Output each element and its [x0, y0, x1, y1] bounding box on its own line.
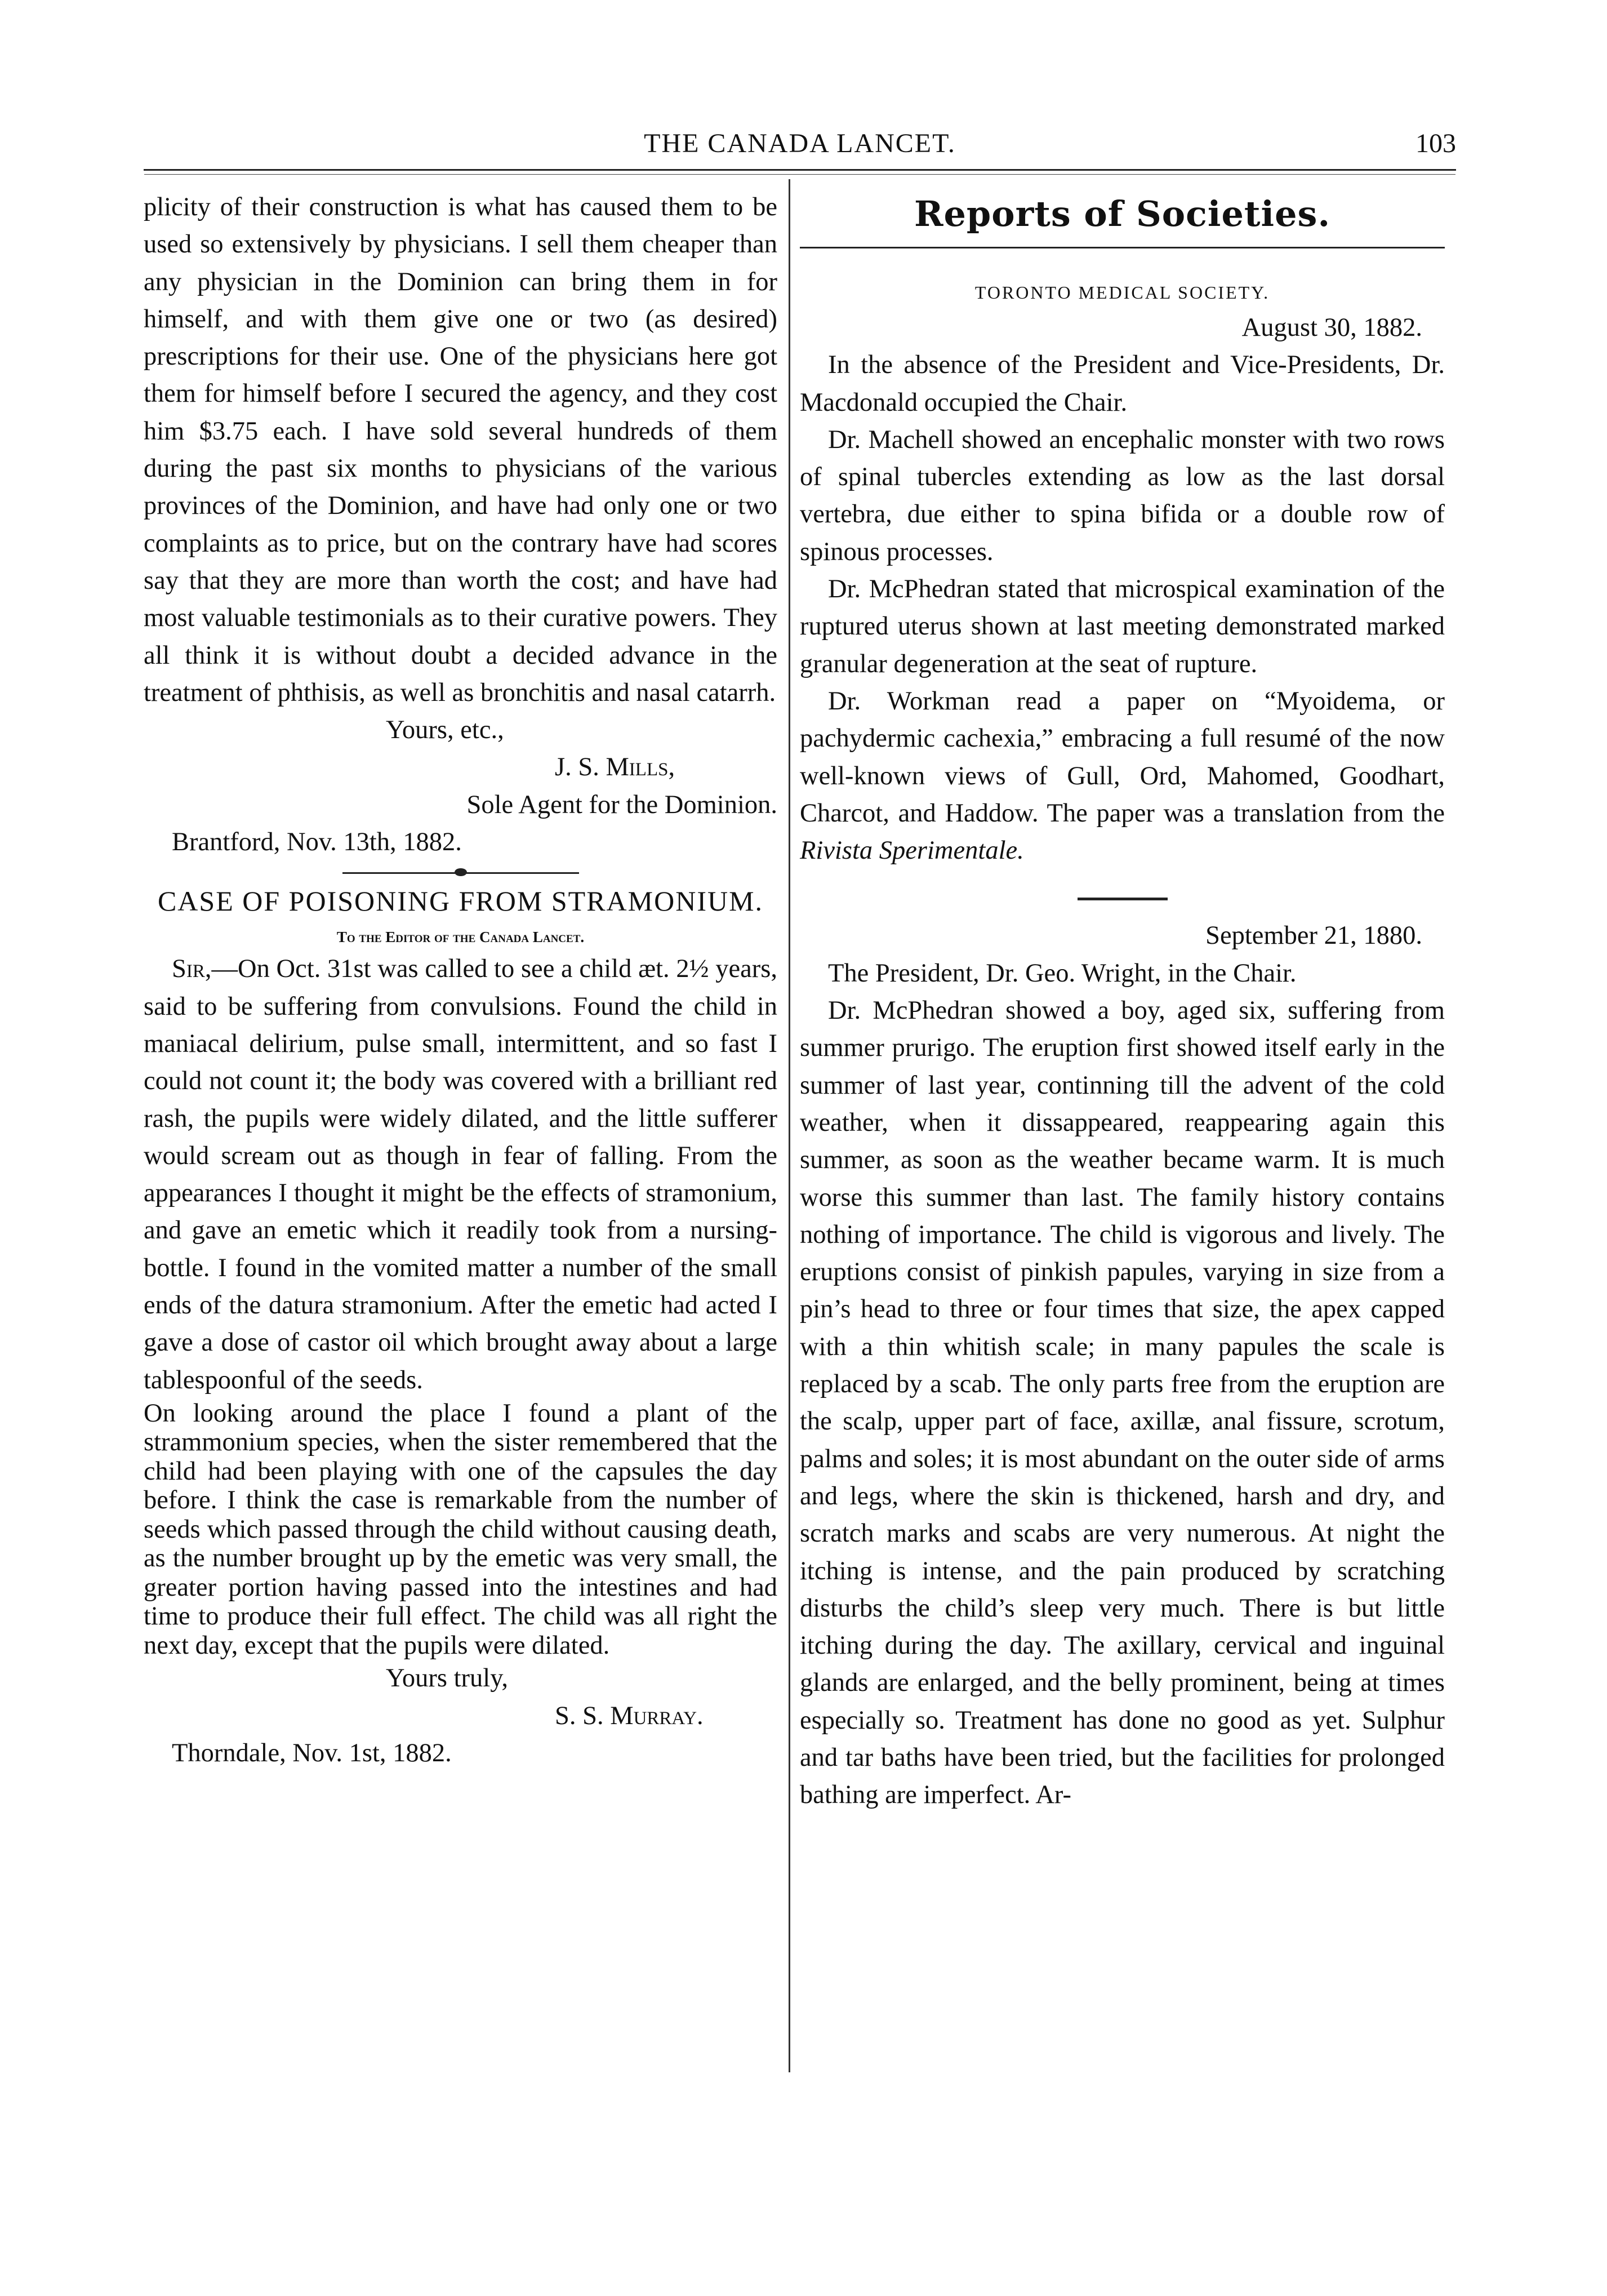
- letter-place-date: Brantford, Nov. 13th, 1882.: [172, 828, 462, 857]
- heading-rule: [800, 247, 1445, 248]
- stramonium-title: CASE OF POISONING FROM STRAMONIUM.: [157, 885, 764, 917]
- meeting2-body: Dr. McPhedran showed a boy, aged six, suffering from summer prurigo. The eruption first showed itself early in the summer of last year, continning till the advent of the cold weather, when it dissappeared, reappearing again this summer, as soon as the weather became warm. It is much worse this summer than last. The family history contains nothing of importance. The child is vigorous and lively. The eruptions consist of pinkish papules, varying in size from a pin’s head to three or four times that size, the apex capped with a thin whitish scale; in many papules the scale is replaced by a scab. The only parts free from the eruption are the scalp, upper part of face, axillæ, anal fissure, scrotum, palms and soles; it is most abundant on the outer side of arms and legs, where the skin is thickened, harsh and dry, and scratch marks and scabs are very numerous. At night the itching is intense, and the pain produced by scratching disturbs the child’s sleep very much. There is but little itching during the day. The axillary, cervical and inguinal glands are enlarged, and the belly prominent, being at times especially so. Treatment has done no good as yet. Sulphur and tar baths have been tried, but the facilities for prolonged bathing are imperfect. Ar-: [800, 996, 1445, 1810]
- letter-signature: J. S. Mills,: [555, 753, 675, 782]
- journal-title: Rivista Sperimentale.: [800, 836, 1024, 865]
- meeting2-date: September 21, 1880.: [1205, 921, 1422, 951]
- stramonium-body-text1: —On Oct. 31st was called to see a child æt. 2½ years, said to be suffering from convulsions. Found the child in maniacal delirium, pulse small, intermittent, and so fast I could not count it; the body was covered with a brilliant red rash, the pupils were widely dilated, and the little sufferer would scream out as though in fear of falling. From the appearances I thought it might be the effects of stramonium, and gave an emetic which it readily took from a nursing-bottle. I found in the vomited matter a number of the small ends of the datura stramonium. After the emetic had acted I gave a dose of castor oil which brought away about a large tablespoonful of the seeds.: [144, 954, 777, 1395]
- society-name: TORONTO MEDICAL SOCIETY.: [974, 282, 1270, 303]
- meeting-separator: [1078, 898, 1168, 900]
- meeting1-paragraph: Dr. Machell showed an encephalic monster with two rows of spinal tubercles extending as low as the last dorsal vertebra, due either to spina bifida or a double row of spinous processes.: [800, 425, 1445, 566]
- right-column: [800, 189, 1445, 1814]
- section-separator: [342, 872, 579, 874]
- reports-heading: Reports of Societies.: [914, 193, 1331, 234]
- page-number: 103: [1415, 128, 1456, 158]
- stramonium-body-part2: On looking around the place I found a plant of the strammonium species, when the sister remembered that the child had been playing with one of the capsules the day before. I think the case is remarkable from the number of seeds which passed through the child without causing death, as the number brought up by the emetic was very small, the greater portion having passed into the intestines and had time to produce their full effect. The child was all right the next day, except that the pupils were dilated.: [144, 1398, 777, 1660]
- meeting1-paragraph: In the absence of the President and Vice-Presidents, Dr. Macdonald occupied the Chair.: [800, 350, 1445, 417]
- meeting1-paragraph: Dr. McPhedran stated that microspical examination of the ruptured uterus shown at last meeting demonstrated marked granular degeneration at the seat of rupture.: [800, 575, 1445, 678]
- meeting2-chair: The President, Dr. Geo. Wright, in the Chair.: [828, 958, 1297, 988]
- stramonium-closing: Yours truly,: [386, 1664, 509, 1693]
- salutation: Sir,: [172, 954, 212, 984]
- workman-text: Dr. Workman read a paper on “Myoidema, or pachydermic cachexia,” embracing a full resumé of the now well-known views of Gull, Ord, Mahomed, Goodhart, Charcot, and Haddow. The paper was a translation from the: [800, 686, 1445, 828]
- letter-continued-body: plicity of their construction is what has caused them to be used so extensively by physicians. I sell them cheaper than any physician in the Dominion can bring them in for himself, and with them give one or two (as desired) prescriptions for their use. One of the physicians here got them for himself before I secured the agency, and they cost him $3.75 each. I have sold several hundreds of them during the past six months to physicians of the various provinces of the Dominion, and have had only one or two complaints as to price, but on the contrary have had scores say that they are more than worth the cost; and have had most valuable testimonials as to their curative powers. They all think it is without doubt a decided advance in the treatment of phthisis, as well as bronchitis and nasal catarrh.: [144, 193, 777, 707]
- stramonium-body-part1: [144, 951, 777, 1399]
- meeting1-workman-paragraph: [800, 683, 1445, 869]
- to-editor-line: To the Editor of the Canada Lancet.: [336, 929, 585, 946]
- left-column: [144, 189, 777, 1772]
- meeting1-date: August 30, 1882.: [1241, 313, 1422, 342]
- running-title: THE CANADA LANCET.: [644, 128, 956, 158]
- stramonium-signature: S. S. Murray.: [555, 1701, 704, 1730]
- letter-signature-title: Sole Agent for the Dominion.: [466, 790, 777, 819]
- header-rule: [144, 169, 1456, 171]
- column-divider: [789, 179, 790, 2072]
- page-header: [144, 121, 1456, 172]
- letter-closing: Yours, etc.,: [386, 716, 504, 745]
- stramonium-place-date: Thorndale, Nov. 1st, 1882.: [172, 1739, 452, 1767]
